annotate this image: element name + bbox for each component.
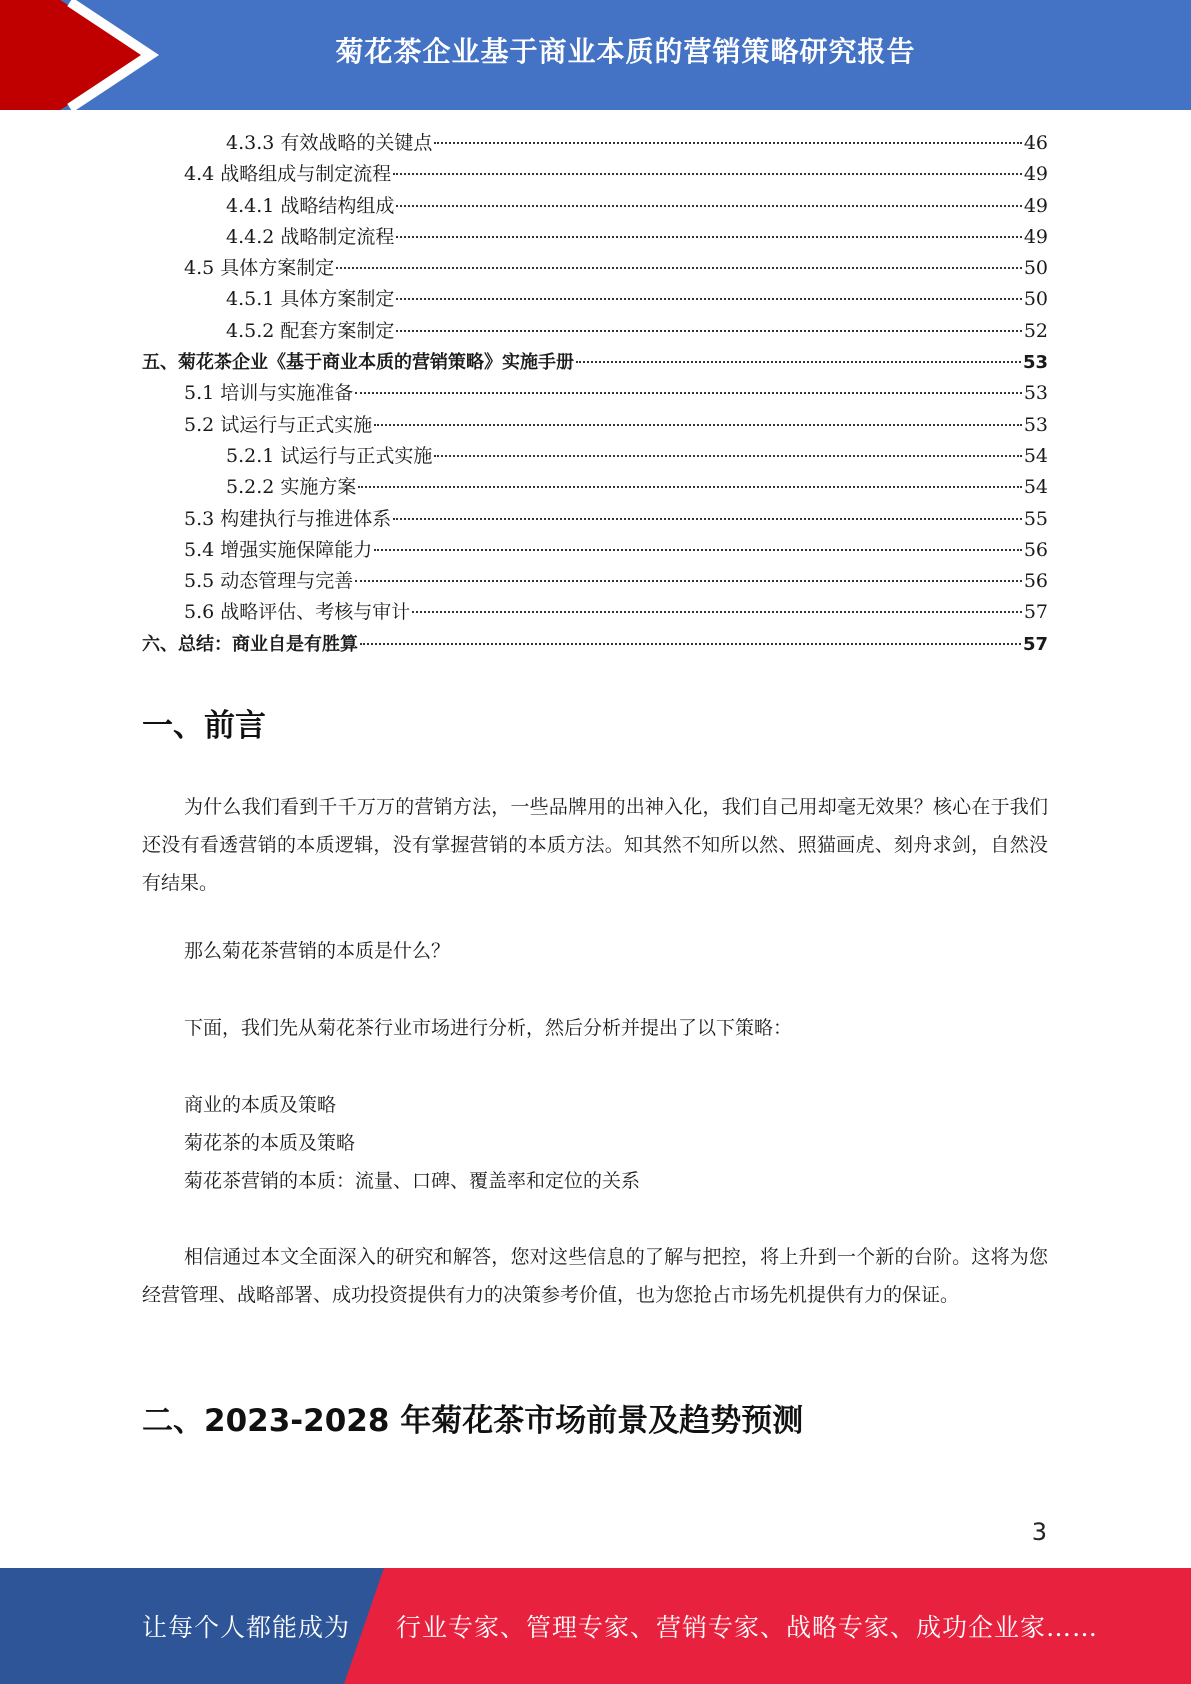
toc-entry[interactable]	[142, 253, 1048, 284]
toc-entry[interactable]	[142, 191, 1048, 222]
toc-dot-leader	[374, 549, 1022, 551]
toc-entry[interactable]	[142, 629, 1048, 660]
toc-dot-leader	[355, 580, 1022, 582]
toc-entry-title: 五、菊花茶企业《基于商业本质的营销策略》实施手册	[142, 352, 574, 374]
page-footer	[0, 1568, 1191, 1684]
toc-dot-leader	[358, 486, 1021, 488]
toc-entry[interactable]	[142, 566, 1048, 597]
toc-entry-page: 52	[1023, 319, 1048, 342]
toc-entry-title: 4.5 具体方案制定	[184, 257, 335, 280]
toc-entry-page: 50	[1023, 288, 1048, 311]
section-heading-preface: 一、前言	[142, 708, 266, 744]
toc-entry-title: 5.4 增强实施保障能力	[184, 538, 373, 561]
toc-entry-page: 57	[1022, 633, 1048, 655]
toc-entry-page: 46	[1023, 132, 1048, 154]
toc-entry[interactable]	[142, 472, 1048, 503]
preface-intro: 下面，我们先从菊花茶行业市场进行分析，然后分析并提出了以下策略：	[184, 1017, 793, 1039]
toc-dot-leader	[393, 173, 1022, 175]
list-item: 商业的本质及策略	[184, 1094, 337, 1116]
strategy-list	[184, 1086, 640, 1200]
toc-entry[interactable]	[142, 159, 1048, 190]
toc-entry-page: 55	[1023, 507, 1048, 530]
toc-entry-page: 49	[1023, 225, 1048, 248]
footer-slogan-left: 让每个人都能成为	[142, 1613, 351, 1642]
toc-dot-leader	[360, 643, 1021, 645]
toc-entry-page: 56	[1023, 570, 1048, 593]
toc-entry[interactable]	[142, 128, 1048, 159]
page-header	[0, 0, 1191, 110]
toc-dot-leader	[412, 611, 1022, 613]
toc-entry-title: 5.2 试运行与正式实施	[184, 413, 373, 436]
toc-entry-page: 53	[1022, 352, 1048, 374]
toc-entry-title: 4.5.2 配套方案制定	[226, 319, 395, 342]
preface-paragraph-1: 为什么我们看到千千万万的营销方法，一些品牌用的出神入化，我们自己用却毫无效果？核心在于我们还没有看透营销的本质逻辑，没有掌握营销的本质方法。知其然不知所以然、照猫画虎、刻舟求剑，自然没有结果。	[142, 796, 1048, 894]
header-chevron-decoration	[0, 0, 160, 110]
toc-entry[interactable]	[142, 504, 1048, 535]
toc-entry-title: 4.4.2 战略制定流程	[226, 225, 395, 248]
toc-entry[interactable]	[142, 347, 1048, 378]
toc-dot-leader	[576, 361, 1021, 363]
toc-entry[interactable]	[142, 535, 1048, 566]
toc-entry-title: 4.3.3 有效战略的关键点	[226, 132, 433, 154]
preface-question: 那么菊花茶营销的本质是什么？	[184, 940, 451, 962]
preface-paragraph-2: 相信通过本文全面深入的研究和解答，您对这些信息的了解与把控，将上升到一个新的台阶。这将为您经营管理、战略部署、成功投资提供有力的决策参考价值，也为您抢占市场先机提供有力的保证。	[142, 1246, 1048, 1306]
toc-entry-title: 5.1 培训与实施准备	[184, 382, 354, 405]
toc-entry-title: 5.5 动态管理与完善	[184, 570, 354, 593]
toc-entry[interactable]	[142, 378, 1048, 409]
toc-entry-page: 54	[1023, 476, 1048, 499]
toc-entry-title: 六、总结：商业自是有胜算	[142, 633, 358, 655]
toc-entry-page: 53	[1023, 413, 1048, 436]
toc-entry-page: 56	[1023, 538, 1048, 561]
page-number: 3	[1031, 1518, 1047, 1546]
toc-dot-leader	[355, 392, 1022, 394]
list-item: 菊花茶营销的本质：流量、口碑、覆盖率和定位的关系	[184, 1170, 641, 1192]
toc-dot-leader	[434, 142, 1021, 144]
toc-entry[interactable]	[142, 222, 1048, 253]
toc-dot-leader	[393, 518, 1022, 520]
toc-entry[interactable]	[142, 597, 1048, 628]
toc-dot-leader	[396, 236, 1021, 238]
table-of-contents	[142, 128, 1048, 660]
toc-dot-leader	[396, 298, 1021, 300]
toc-entry-title: 5.6 战略评估、考核与审计	[184, 601, 411, 624]
toc-entry[interactable]	[142, 441, 1048, 472]
toc-dot-leader	[396, 205, 1021, 207]
toc-entry-page: 49	[1023, 194, 1048, 217]
toc-dot-leader	[396, 330, 1021, 332]
list-item: 菊花茶的本质及策略	[184, 1132, 356, 1154]
footer-slogan-right: 行业专家、管理专家、营销专家、战略专家、成功企业家……	[396, 1613, 1099, 1642]
toc-entry-page: 57	[1023, 601, 1048, 624]
toc-entry-title: 4.4.1 战略结构组成	[226, 194, 395, 217]
report-title: 菊花茶企业基于商业本质的营销策略研究报告	[335, 35, 916, 68]
toc-entry[interactable]	[142, 316, 1048, 347]
toc-entry-title: 4.5.1 具体方案制定	[226, 288, 395, 311]
toc-entry-title: 5.3 构建执行与推进体系	[184, 507, 392, 530]
toc-dot-leader	[434, 455, 1021, 457]
toc-entry[interactable]	[142, 284, 1048, 315]
toc-entry-page: 49	[1023, 163, 1048, 186]
toc-entry-title: 5.2.1 试运行与正式实施	[226, 444, 433, 467]
section-heading-forecast: 二、2023-2028 年菊花茶市场前景及趋势预测	[142, 1403, 804, 1439]
toc-entry-title: 5.2.2 实施方案	[226, 476, 357, 499]
toc-dot-leader	[374, 424, 1022, 426]
toc-entry-title: 4.4 战略组成与制定流程	[184, 163, 392, 186]
toc-entry-page: 50	[1023, 257, 1048, 280]
toc-dot-leader	[336, 267, 1022, 269]
toc-entry[interactable]	[142, 410, 1048, 441]
toc-entry-page: 53	[1023, 382, 1048, 405]
toc-entry-page: 54	[1023, 444, 1048, 467]
